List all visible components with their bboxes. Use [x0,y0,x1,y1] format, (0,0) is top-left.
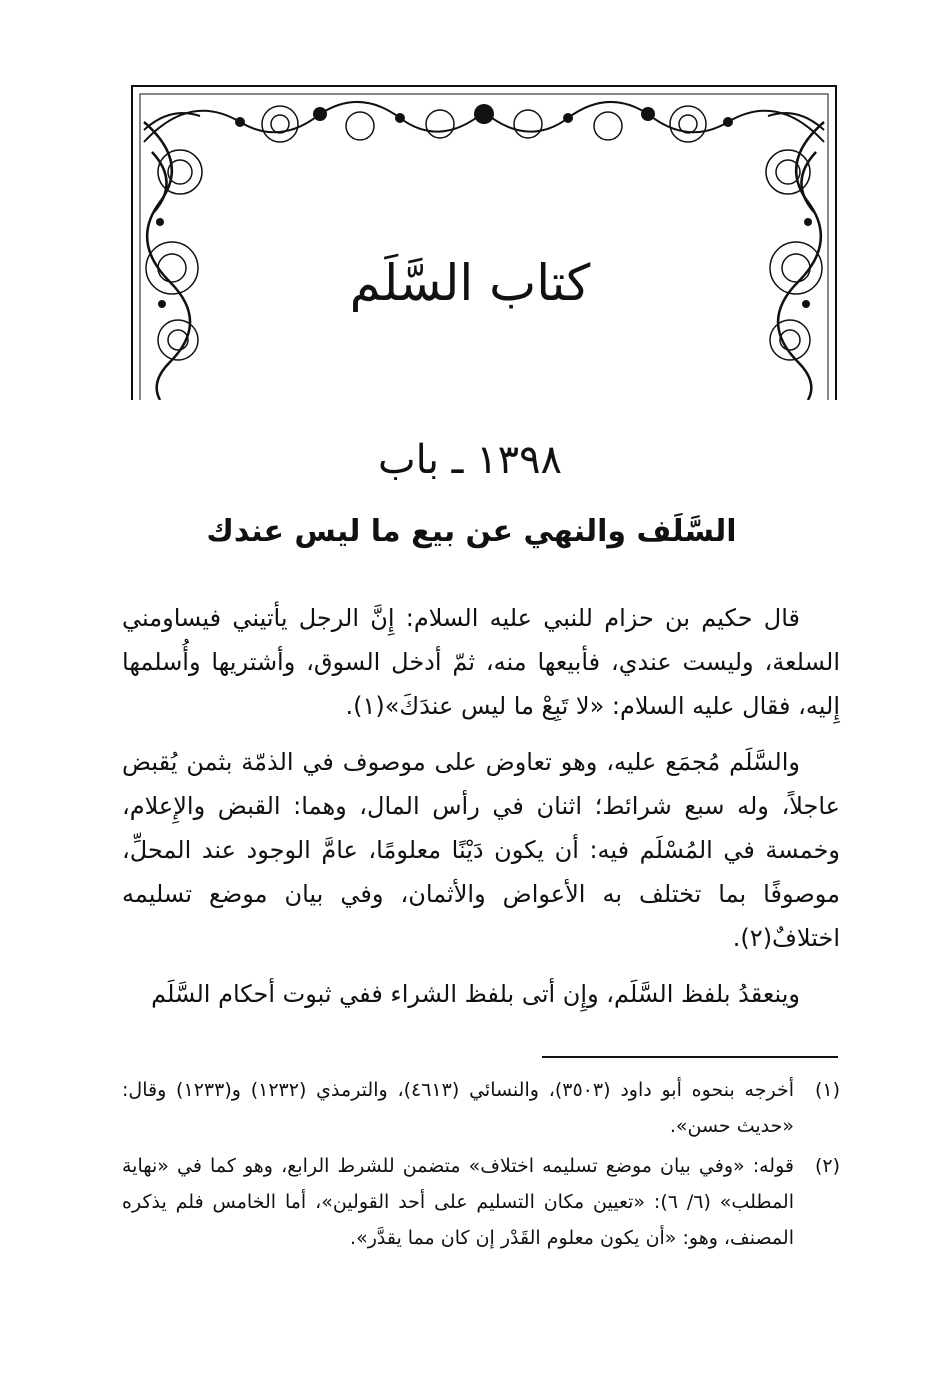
footnote-separator [542,1056,838,1058]
footnote-number: (٢) [814,1155,840,1177]
ornament-border-svg [130,82,838,400]
ornamental-frame [130,82,838,400]
footnotes [122,1072,840,1260]
paragraph: وينعقدُ بلفظ السَّلَم، وإِن أتى بلفظ الشراء ففي ثبوت أحكام السَّلَم [151,980,800,1008]
paragraph: والسَّلَم مُجمَع عليه، وهو تعاوض على موصوف في الذمّة بثمن يُقبض عاجلاً، وله سبع شرائط؛ اثنان في رأس المال، وهما: القبض والإِعلام، وخمسة في المُسْلَم فيه: أن يكون دَيْنًا معلومًا، عامَّ الوجود عند المحلِّ، موصوفًا بما تختلف به الأعواض والأثمان، وفي بيان موضع تسليمه اختلافٌ(٢). [122,748,840,952]
book-title: كتاب السَّلَم [349,254,591,312]
chapter-heading: ١٣٩٨ ـ باب [377,437,563,483]
footnote-text: أخرجه بنحوه أبو داود (٣٥٠٣)، والنسائي (٤٦١٣)، والترمذي (١٢٣٢) و(١٢٣٣) وقال: «حديث حسن». [122,1079,794,1137]
footnote-text: قوله: «وفي بيان موضع تسليمه اختلاف» متضمن للشرط الرابع، وهو كما في «نهاية المطلب» (٦/ ٦): «تعيين مكان التسليم على أحد القولين»، أما الخامس فلم يذكره المصنف، وهو: «أن يكون معلوم القَدْر إن كان مما يقدَّر». [122,1155,794,1249]
footnote [122,1072,840,1144]
chapter-subtitle: السَّلَف والنهي عن بيع ما ليس عندك [206,514,737,549]
body-text [122,596,840,1028]
footnote-number: (١) [814,1079,840,1101]
paragraph: قال حكيم بن حزام للنبي عليه السلام: إِنَّ الرجل يأتيني فيساومني السلعة، وليست عندي، فأبيعها منه، ثمّ أدخل السوق، وأشتريها وأُسلمها إِليه، فقال عليه السلام: «لا تَبِعْ ما ليس عندَكَ»(١). [122,604,840,720]
footnote [122,1148,840,1256]
